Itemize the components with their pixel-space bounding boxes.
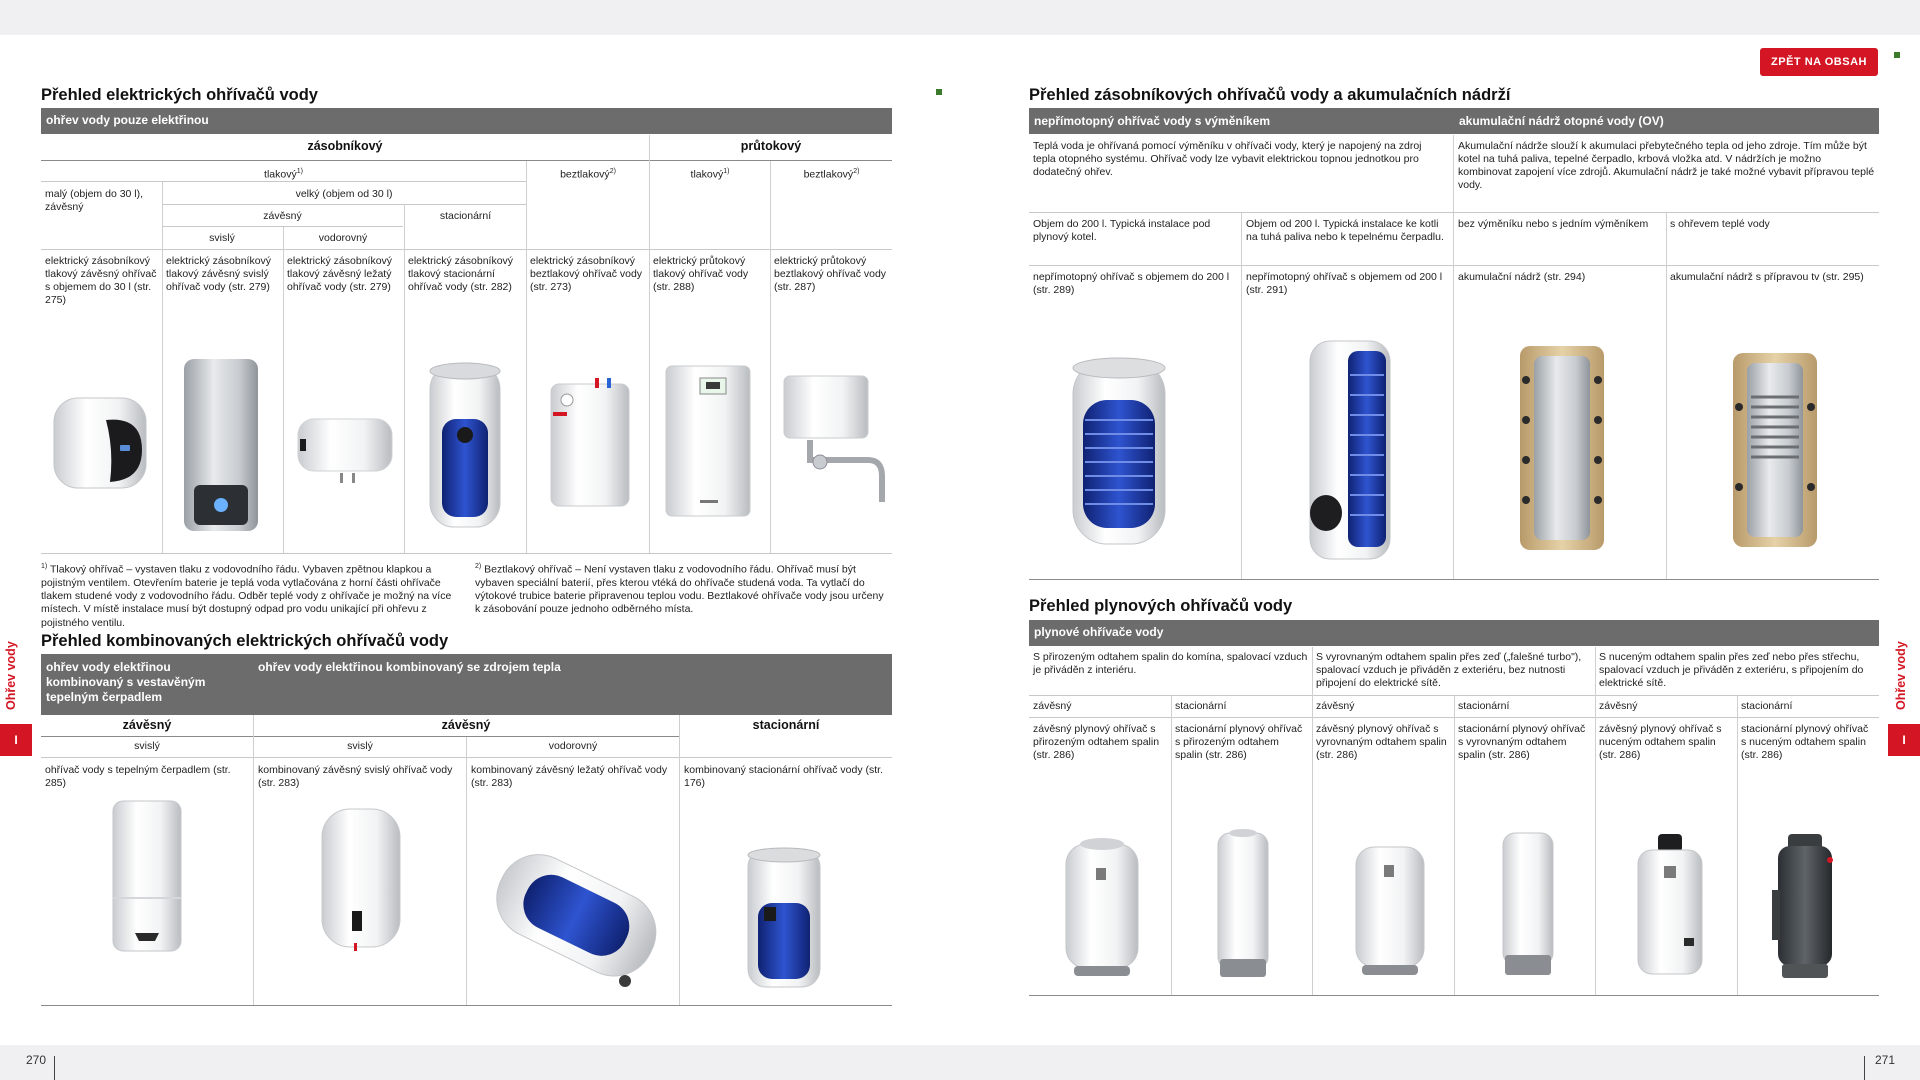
heat-pump-heater-image bbox=[105, 797, 189, 957]
header-prutokovy: průtokový bbox=[740, 139, 802, 153]
column-line bbox=[1241, 213, 1242, 579]
combined-product-text: ohřívač vody s tepelným čerpadlem (str. 285) bbox=[45, 764, 231, 789]
storage-desc-2: Akumulační nádrže slouží k akumulaci přebytečného tepla od jeho zdroje. Tím může být kotel na tuhá paliva, tepelné čerpadlo, krbová vložka atd. V nádržích je možno kombinovat zapojení více zdrojů. Akumulační nádrž je také možné vybavit přípravou teplé vody. bbox=[1458, 140, 1875, 191]
gas-product-text: stacionární plynový ohřívač s přirozeným odtahem spalin (str. 286) bbox=[1175, 723, 1303, 761]
divider bbox=[41, 249, 892, 250]
gas-bar: plynové ohřívače vody bbox=[1029, 620, 1879, 646]
label-tlakovy: tlakový$^{1)}$ bbox=[264, 168, 303, 181]
storage-sub: Objem od 200 l. Typická instalace ke kotli na tuhá paliva nebo k tepelnému čerpadlu. bbox=[1246, 218, 1444, 243]
divider bbox=[1029, 995, 1879, 996]
label-stacionarni: stacionární bbox=[439, 210, 492, 222]
combined-header-stacionarni: stacionární bbox=[752, 718, 820, 732]
gas-product-text: závěsný plynový ohřívač s přirozeným odtahem spalin (str. 286) bbox=[1033, 723, 1160, 761]
registration-mark bbox=[1894, 52, 1900, 58]
label-prutok-beztlakovy: beztlakový$^{2)}$ bbox=[803, 168, 860, 181]
label-zavesny: závěsný bbox=[263, 210, 302, 222]
divider bbox=[41, 181, 526, 182]
side-tab-label-left: Ohřev vody bbox=[4, 641, 18, 710]
gas-heater-wall-balanced-image bbox=[1350, 835, 1430, 980]
gas-type: stacionární bbox=[1458, 700, 1510, 712]
divider bbox=[1029, 265, 1879, 266]
column-line bbox=[283, 227, 284, 553]
page-number-rule bbox=[54, 1056, 55, 1080]
label-svisly: svislý bbox=[209, 232, 235, 244]
gas-heater-floor-balanced-image bbox=[1495, 825, 1561, 980]
column-line bbox=[404, 205, 405, 553]
label-prutok-tlakovy: tlakový$^{1)}$ bbox=[690, 168, 730, 181]
side-tab-label-right: Ohřev vody bbox=[1894, 641, 1908, 710]
divider bbox=[41, 1005, 892, 1006]
product-text: elektrický zásobníkový tlakový stacionární ohřívač vody (str. 282) bbox=[408, 255, 514, 293]
right-page bbox=[960, 35, 1920, 1067]
page-number: 271 bbox=[1875, 1053, 1896, 1067]
gas-heater-wall-forced-image bbox=[1630, 830, 1710, 980]
product-text: elektrický zásobníkový tlakový závěsný ohřívač s objemem do 30 l (str. 275) bbox=[45, 255, 157, 306]
combined-product-text: kombinovaný závěsný svislý ohřívač vody (str. 283) bbox=[258, 764, 453, 789]
indirect-heater-large-image bbox=[1300, 335, 1400, 565]
stationary-heater-image bbox=[424, 357, 506, 533]
column-line bbox=[466, 737, 467, 1005]
storage-sub: s ohřevem teplé vody bbox=[1670, 218, 1770, 230]
gas-desc: S přirozeným odtahem spalin do komína, spalovací vzduch je přiváděn z interiéru. bbox=[1033, 651, 1308, 676]
combined-header-zavesny-1: závěsný bbox=[122, 718, 172, 732]
column-line bbox=[162, 182, 163, 553]
label-beztlakovy: beztlakový$^{2)}$ bbox=[560, 168, 616, 181]
electric-bar: ohřev vody pouze elektřinou bbox=[41, 108, 892, 134]
gas-product-text: závěsný plynový ohřívač s vyrovnaným odtahem spalin (str. 286) bbox=[1316, 723, 1447, 761]
combined-label-svisly: svislý bbox=[347, 740, 373, 752]
footnote-1: $^{1)}$ Tlakový ohřívač – vystaven tlaku z vodovodního řádu. Vybaven zpětnou klapkou a pojistným ventilem. Otevřením baterie je teplá voda vytlačována z horní části ohřívače tlakem studené vody z vodovodního řádu. Odběr teplé vody z ohřívače je možný na více místech. V místě instalace musí být dostupný odpad pro vodu unikající při ohřevu z pojistného ventilu. bbox=[41, 563, 452, 629]
combined-stationary-heater-image bbox=[742, 843, 826, 991]
divider bbox=[41, 553, 892, 554]
accumulation-tank-dhw-image bbox=[1725, 347, 1825, 552]
page-number: 270 bbox=[26, 1053, 47, 1067]
product-text: elektrický zásobníkový beztlakový ohřívač vody (str. 273) bbox=[530, 255, 643, 293]
non-pressure-heater-image bbox=[545, 370, 635, 510]
gas-product-text: závěsný plynový ohřívač s nuceným odtahem spalin (str. 286) bbox=[1599, 723, 1722, 761]
header-zasobnikovy: zásobníkový bbox=[307, 139, 383, 153]
footnote-2: $^{2)}$ Beztlakový ohřívač – Není vystaven tlaku z vodovodního řádu. Ohřívač musí být vybaven speciální baterií, přes kterou vtéká do ohřívače studená voda. Ta vytlačí do výtokové trubice baterie připravenou teplou vodu. Beztlakové ohřívače vody jsou určeny k zásobování pouze jednoho odběrného místa. bbox=[475, 563, 884, 616]
column-line bbox=[770, 161, 771, 553]
storage-product-text: nepřímotopný ohřívač s objemem do 200 l (str. 289) bbox=[1033, 271, 1230, 296]
storage-bar bbox=[1029, 108, 1879, 134]
side-tab-marker-left: I bbox=[0, 724, 32, 756]
storage-sub: bez výměníku nebo s jedním výměníkem bbox=[1458, 218, 1649, 230]
gas-type: stacionární bbox=[1175, 700, 1227, 712]
small-heater-image bbox=[50, 390, 150, 490]
combined-horizontal-heater-image bbox=[480, 843, 670, 993]
side-tab-marker-right: I bbox=[1888, 724, 1920, 756]
gas-type: závěsný bbox=[1599, 700, 1638, 712]
registration-mark bbox=[936, 89, 942, 95]
column-line bbox=[1454, 696, 1455, 995]
combined-label-svisly: svislý bbox=[134, 740, 160, 752]
label-maly: malý (objem do 30 l), závěsný bbox=[45, 188, 144, 213]
gas-product-text: stacionární plynový ohřívač s vyrovnaným odtahem spalin (str. 286) bbox=[1458, 723, 1586, 761]
storage-desc-1: Teplá voda je ohřívaná pomocí výměníku v ohřívači vody, který je napojený na zdroj tepla otopného systému. Ohřívač vody lze vybavit elektrickou topnou jednotkou pro dodatečný ohřev. bbox=[1033, 140, 1422, 178]
column-line bbox=[1666, 213, 1667, 579]
combined-header-zavesny-2: závěsný bbox=[441, 718, 491, 732]
column-line bbox=[649, 135, 650, 553]
label-velky: velký (objem od 30 l) bbox=[295, 188, 393, 200]
indirect-heater-small-image bbox=[1067, 350, 1171, 550]
gas-heater-floor-natural-image bbox=[1210, 825, 1276, 980]
storage-section-title: Přehled zásobníkových ohřívačů vody a akumulačních nádrží bbox=[1029, 86, 1511, 104]
combined-product-text: kombinovaný stacionární ohřívač vody (str. 176) bbox=[684, 764, 884, 789]
gas-heater-floor-forced-image bbox=[1768, 830, 1842, 985]
gas-heater-wall-natural-image bbox=[1060, 830, 1144, 980]
gas-type: stacionární bbox=[1741, 700, 1793, 712]
gas-desc: S vyrovnaným odtahem spalin přes zeď („falešné turbo"), spalovací vzduch je přiváděn z exteriéru, bez nutnosti připojení do elektrické sítě. bbox=[1316, 651, 1582, 689]
product-text: elektrický průtokový tlakový ohřívač vody (str. 288) bbox=[653, 255, 749, 293]
product-text: elektrický zásobníkový tlakový závěsný svislý ohřívač vody (str. 279) bbox=[166, 255, 272, 293]
divider bbox=[162, 204, 526, 205]
divider bbox=[1029, 579, 1879, 580]
storage-sub: Objem do 200 l. Typická instalace pod plynový kotel. bbox=[1033, 218, 1211, 243]
page-number-rule bbox=[1864, 1056, 1865, 1080]
combined-bar-label-2: ohřev vody elektřinou kombinovaný se zdrojem tepla bbox=[258, 660, 561, 674]
gas-type: závěsný bbox=[1316, 700, 1355, 712]
product-text: elektrický zásobníkový tlakový závěsný ležatý ohřívač vody (str. 279) bbox=[287, 255, 393, 293]
gas-desc: S nuceným odtahem spalin přes zeď nebo přes střechu, spalovací vzduch je přiváděn z exteriéru, s připojením do elektrické sítě. bbox=[1599, 651, 1864, 689]
vertical-wall-heater-image bbox=[180, 355, 262, 535]
electric-section-title: Přehled elektrických ohřívačů vody bbox=[41, 86, 318, 104]
combined-bar-label-1: ohřev vody elektřinou kombinovaný s vestavěným tepelným čerpadlem bbox=[46, 660, 206, 704]
column-line bbox=[679, 715, 680, 1005]
storage-product-text: akumulační nádrž s přípravou tv (str. 295) bbox=[1670, 271, 1864, 283]
accumulation-tank-image bbox=[1512, 340, 1612, 555]
back-to-contents-button[interactable]: ZPĚT NA OBSAH bbox=[1760, 48, 1878, 76]
combined-label-vodorovny: vodorovný bbox=[548, 740, 598, 752]
storage-product-text: akumulační nádrž (str. 294) bbox=[1458, 271, 1586, 283]
column-line bbox=[1595, 647, 1596, 995]
instant-non-pressure-heater-image bbox=[780, 370, 890, 510]
column-line bbox=[1312, 647, 1313, 995]
gas-section-title: Přehled plynových ohřívačů vody bbox=[1029, 597, 1293, 615]
column-line bbox=[1737, 696, 1738, 995]
product-text: elektrický průtokový beztlakový ohřívač vody (str. 287) bbox=[774, 255, 887, 293]
storage-product-text: nepřímotopný ohřívač s objemem od 200 l (str. 291) bbox=[1246, 271, 1443, 296]
divider bbox=[41, 160, 892, 161]
combined-bar bbox=[41, 654, 892, 715]
gas-product-text: stacionární plynový ohřívač s nuceným odtahem spalin (str. 286) bbox=[1741, 723, 1869, 761]
storage-bar-label-2: akumulační nádrž otopné vody (OV) bbox=[1459, 114, 1664, 128]
column-line bbox=[1171, 696, 1172, 995]
column-line bbox=[1453, 135, 1454, 579]
column-line bbox=[253, 715, 254, 1005]
horizontal-wall-heater-image bbox=[290, 413, 398, 491]
label-vodorovny: vodorovný bbox=[318, 232, 368, 244]
instant-pressure-heater-image bbox=[660, 360, 756, 520]
combined-vertical-heater-image bbox=[316, 803, 406, 953]
divider bbox=[41, 736, 679, 737]
gas-type: závěsný bbox=[1033, 700, 1072, 712]
combined-section-title: Přehled kombinovaných elektrických ohřívačů vody bbox=[41, 632, 449, 650]
left-page bbox=[0, 35, 960, 1067]
column-line bbox=[526, 161, 527, 553]
storage-bar-label-1: nepřímotopný ohřívač vody s výměníkem bbox=[1034, 114, 1271, 128]
divider bbox=[1029, 212, 1879, 213]
combined-product-text: kombinovaný závěsný ležatý ohřívač vody (str. 283) bbox=[471, 764, 668, 789]
